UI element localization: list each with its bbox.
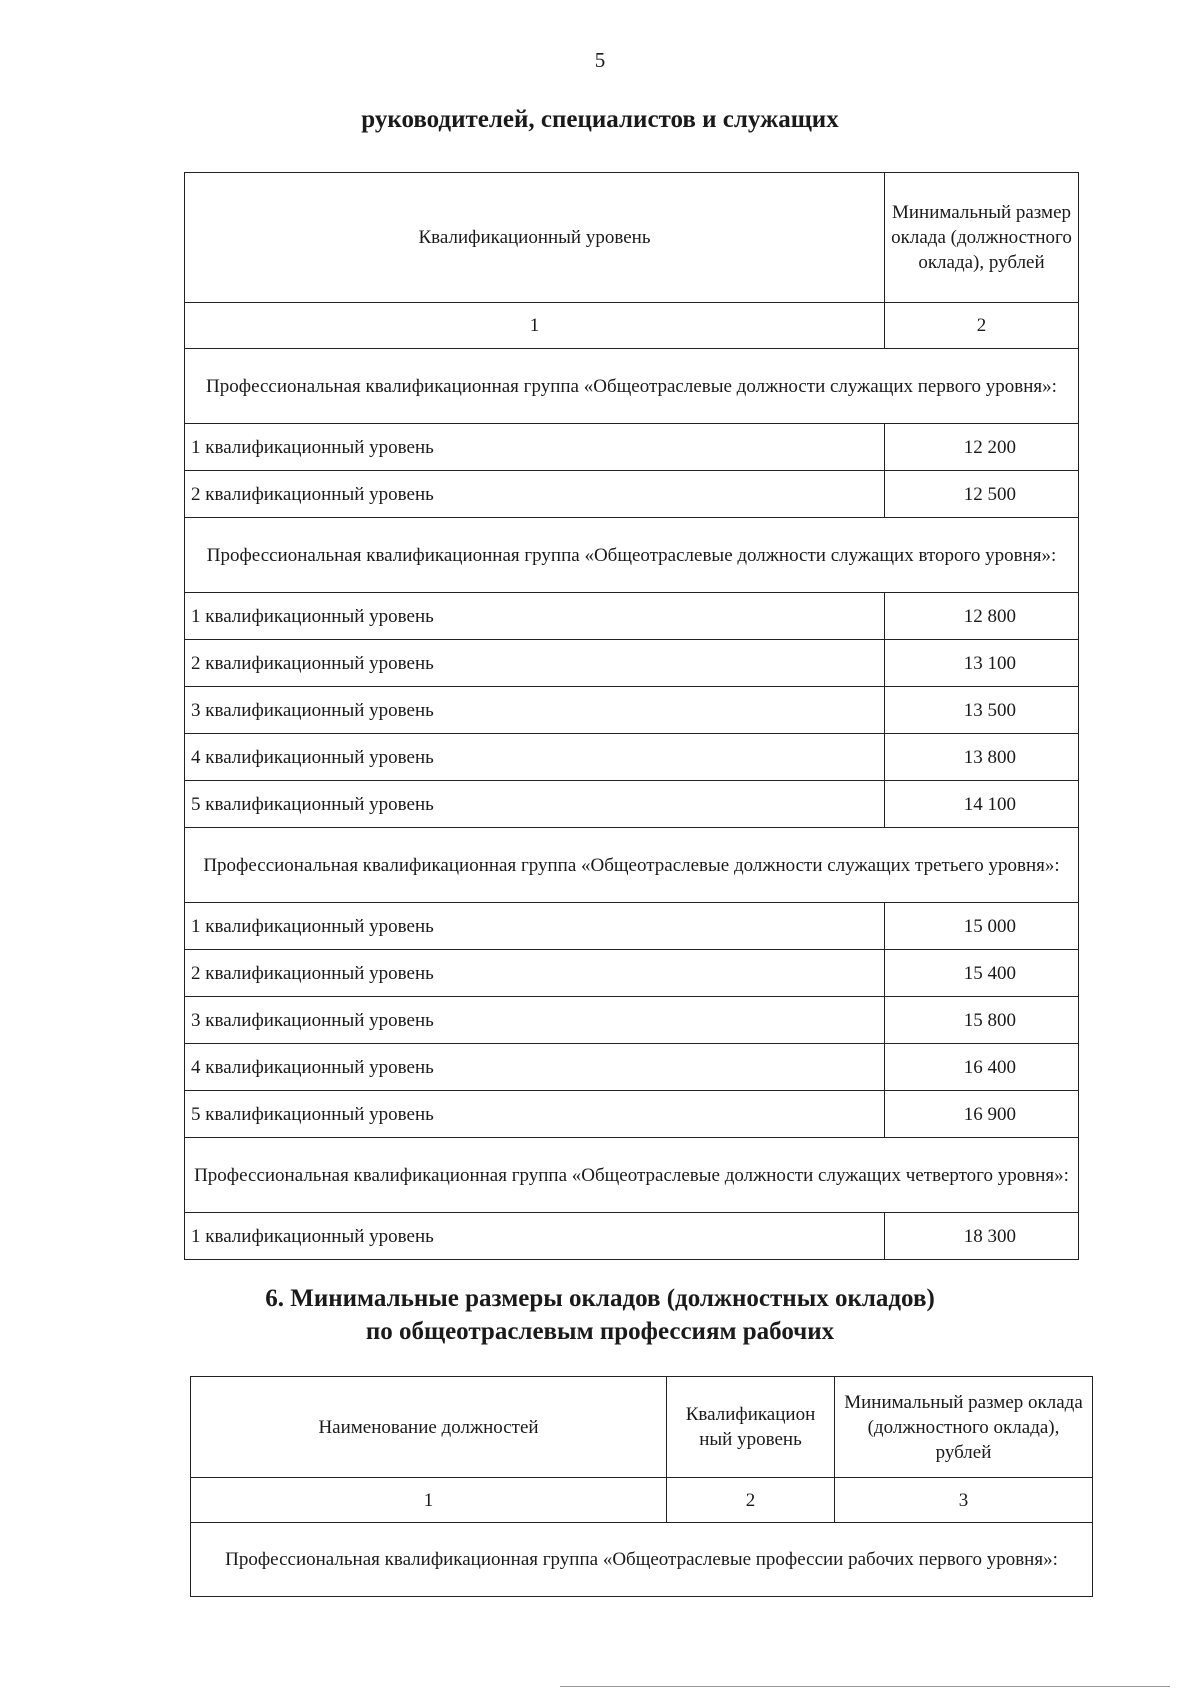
table-row	[185, 424, 1079, 471]
table-row	[185, 734, 1079, 781]
level-cell: 3 квалификационный уровень	[185, 687, 885, 734]
table-row	[185, 593, 1079, 640]
level-cell: 1 квалификационный уровень	[185, 424, 885, 471]
column-number: 3	[835, 1478, 1093, 1523]
table-row	[185, 471, 1079, 518]
group-row	[185, 518, 1079, 593]
section-6-heading-line1: 6. Минимальные размеры окладов (должностных окладов)	[265, 1285, 935, 1312]
salary-cell: 13 800	[885, 734, 1079, 781]
group-title: Профессиональная квалификационная группа «Общеотраслевые должности служащих третьего уровня»:	[185, 828, 1079, 903]
level-cell: 1 квалификационный уровень	[185, 1213, 885, 1260]
table-row	[185, 1044, 1079, 1091]
column-number: 1	[191, 1478, 667, 1523]
salary-cell: 13 100	[885, 640, 1079, 687]
table-row	[185, 997, 1079, 1044]
level-cell: 5 квалификационный уровень	[185, 781, 885, 828]
level-cell: 3 квалификационный уровень	[185, 997, 885, 1044]
salary-cell: 18 300	[885, 1213, 1079, 1260]
group-title: Профессиональная квалификационная группа «Общеотраслевые должности служащих четвертого уровня»:	[185, 1138, 1079, 1213]
footer-rule	[560, 1686, 1170, 1687]
level-cell: 5 квалификационный уровень	[185, 1091, 885, 1138]
column-number: 2	[885, 303, 1079, 349]
group-row	[185, 828, 1079, 903]
column-number-row	[191, 1478, 1093, 1523]
salary-table-employees	[184, 172, 1079, 1260]
salary-cell: 12 500	[885, 471, 1079, 518]
table-header-row	[185, 173, 1079, 303]
table-row	[185, 640, 1079, 687]
table-row	[185, 781, 1079, 828]
group-title: Профессиональная квалификационная группа «Общеотраслевые должности служащих второго уровня»:	[185, 518, 1079, 593]
group-title: Профессиональная квалификационная группа «Общеотраслевые профессии рабочих первого уровня»:	[191, 1523, 1093, 1597]
table-row	[185, 903, 1079, 950]
salary-cell: 13 500	[885, 687, 1079, 734]
level-cell: 4 квалификационный уровень	[185, 734, 885, 781]
level-cell: 4 квалификационный уровень	[185, 1044, 885, 1091]
group-row	[185, 349, 1079, 424]
salary-cell: 12 200	[885, 424, 1079, 471]
level-cell: 2 квалификационный уровень	[185, 640, 885, 687]
level-cell: 1 квалификационный уровень	[185, 593, 885, 640]
group-row	[191, 1523, 1093, 1597]
table-row	[185, 1091, 1079, 1138]
salary-table-workers	[190, 1376, 1093, 1597]
group-title: Профессиональная квалификационная группа «Общеотраслевые должности служащих первого уровня»:	[185, 349, 1079, 424]
page-number: 5	[594, 48, 606, 72]
salary-cell: 15 400	[885, 950, 1079, 997]
salary-cell: 16 900	[885, 1091, 1079, 1138]
salary-cell: 15 800	[885, 997, 1079, 1044]
salary-cell: 14 100	[885, 781, 1079, 828]
column-number: 1	[185, 303, 885, 349]
table-row	[185, 1213, 1079, 1260]
level-cell: 1 квалификационный уровень	[185, 903, 885, 950]
header-name: Наименование должностей	[191, 1377, 667, 1478]
group-row	[185, 1138, 1079, 1213]
header-salary: Минимальный размер оклада (должностного оклада), рублей	[835, 1377, 1093, 1478]
level-cell: 2 квалификационный уровень	[185, 950, 885, 997]
heading-continuation: руководителей, специалистов и служащих	[361, 106, 839, 133]
column-number-row	[185, 303, 1079, 349]
salary-cell: 12 800	[885, 593, 1079, 640]
table-row	[185, 687, 1079, 734]
salary-cell: 16 400	[885, 1044, 1079, 1091]
salary-cell: 15 000	[885, 903, 1079, 950]
section-6-heading-line2: по общеотраслевым профессиям рабочих	[365, 1318, 835, 1345]
header-level: Квалификационный уровень	[185, 173, 885, 303]
level-cell: 2 квалификационный уровень	[185, 471, 885, 518]
header-salary: Минимальный размер оклада (должностного оклада), рублей	[885, 173, 1079, 303]
table-header-row	[191, 1377, 1093, 1478]
table-row	[185, 950, 1079, 997]
column-number: 2	[667, 1478, 835, 1523]
header-level: Квалификацион ный уровень	[667, 1377, 835, 1478]
section-6-heading	[0, 1282, 1200, 1348]
